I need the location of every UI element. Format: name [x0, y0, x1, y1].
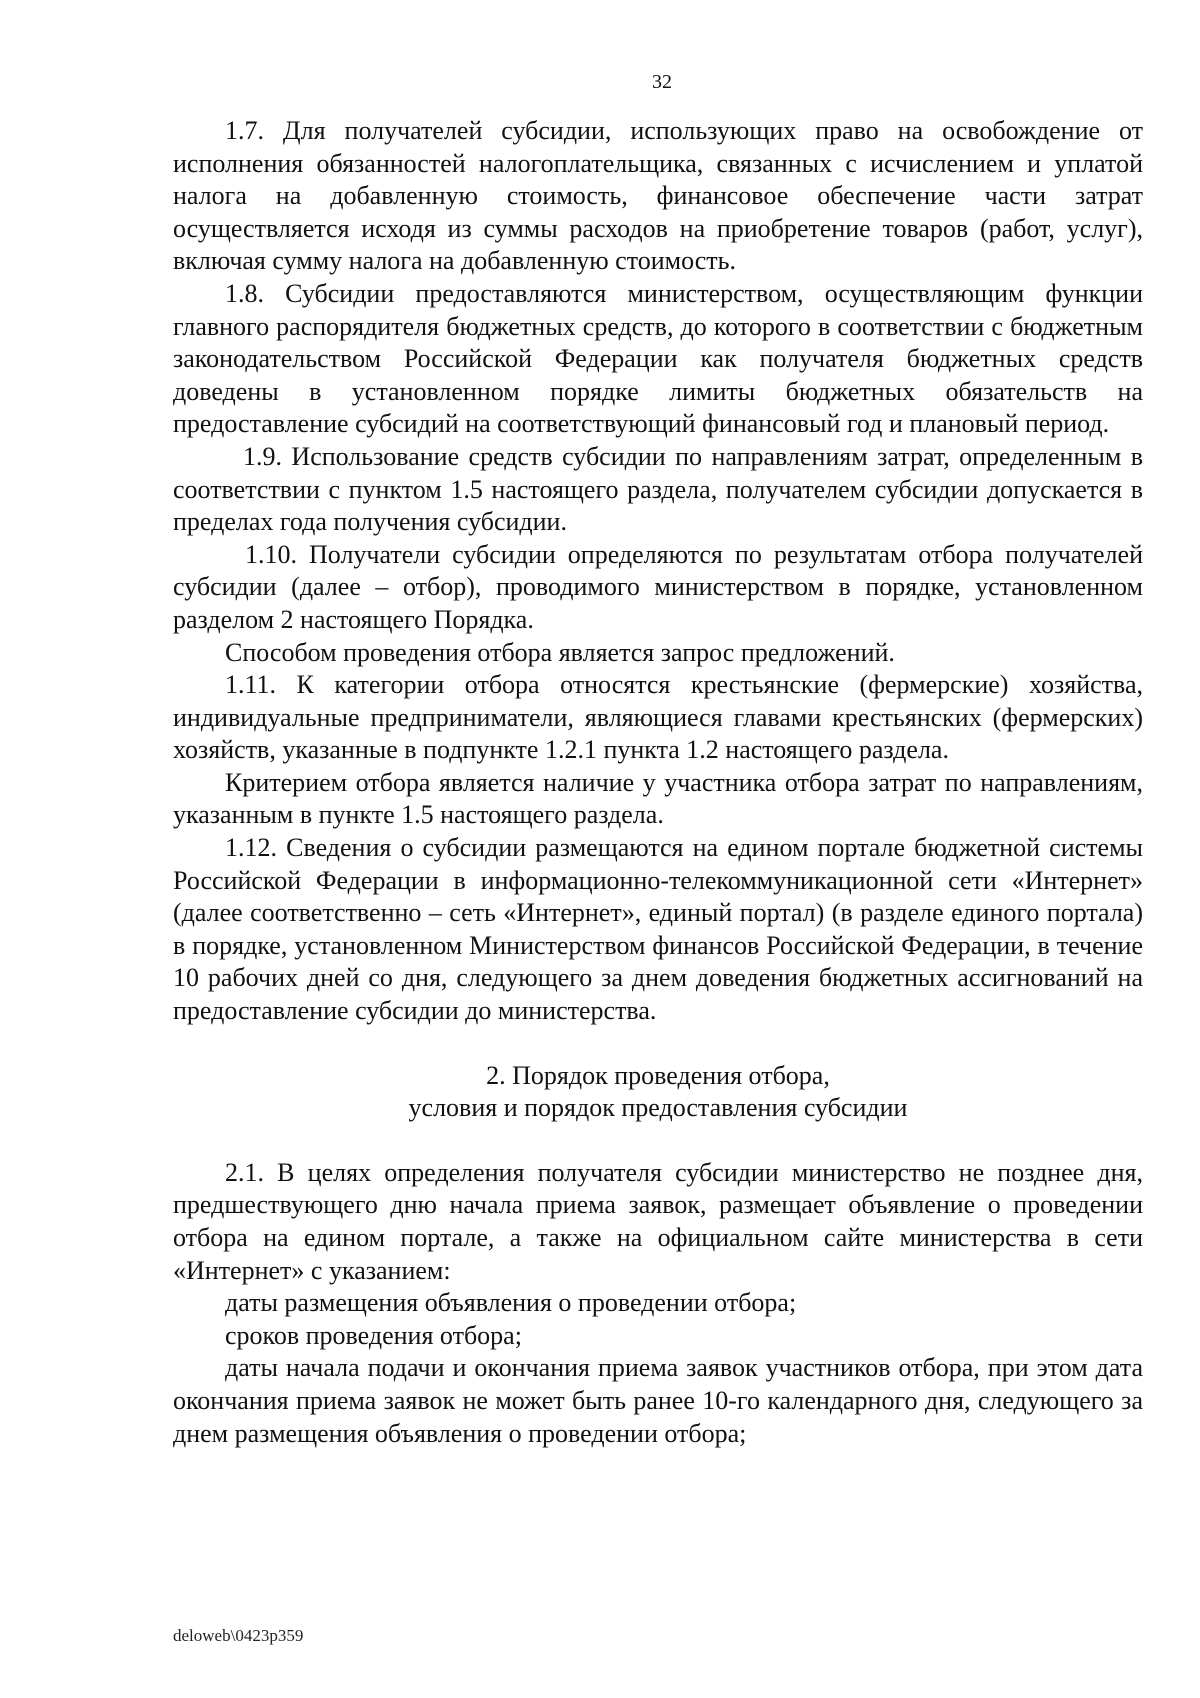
paragraph-1-10: 1.10. Получатели субсидии определяются по результатам отбора получателей субсидии (далее – отбор), проводимого министерством в порядке, установленном разделом 2 настоящего Порядка. [173, 539, 1143, 634]
document-body [173, 115, 1143, 1450]
paragraph-1-8: 1.8. Субсидии предоставляются министерством, осуществляющим функции главного распорядителя бюджетных средств, до которого в соответствии с бюджетным законодательством Российской Федерации как получателя бюджетных средств доведены в установленном порядке лимиты бюджетных обязательств на предоставление субсидий на соответствующий финансовый год и плановый период. [173, 278, 1143, 439]
paragraph-1-7: 1.7. Для получателей субсидии, использующих право на освобождение от исполнения обязанностей налогоплательщика, связанных с исчислением и уплатой налога на добавленную стоимость, финансовое обеспечение части затрат осуществляется исходя из суммы расходов на приобретение товаров (работ, услуг), включая сумму налога на добавленную стоимость. [173, 116, 1143, 276]
list-item-application-dates: даты начала подачи и окончания приема заявок участников отбора, при этом дата окончания приема заявок не может быть ранее 10-го календарного дня, следующего за днем размещения объявления о проведении отбора; [173, 1353, 1143, 1448]
list-item-selection-period: сроков проведения отбора; [225, 1320, 522, 1350]
paragraph-1-11: 1.11. К категории отбора относятся крестьянские (фермерские) хозяйства, индивидуальные предприниматели, являющиеся главами крестьянских (фермерских) хозяйств, указанные в подпункте 1.2.1 пункта 1.2 настоящего раздела. [173, 670, 1143, 765]
paragraph-1-9: 1.9. Использование средств субсидии по направлениям затрат, определенным в соответствии с пунктом 1.5 настоящего раздела, получателем субсидии допускается в пределах года получения субсидии. [173, 441, 1143, 537]
section-2-heading-line-1: 2. Порядок проведения отбора, [486, 1060, 830, 1090]
section-2-heading-line-2: условия и порядок предоставления субсидии [408, 1093, 908, 1123]
page-number: 32 [652, 71, 672, 93]
paragraph-selection-method: Способом проведения отбора является запрос предложений. [225, 637, 895, 667]
document-code-footer: deloweb\0423p359 [173, 1626, 304, 1645]
paragraph-selection-criterion: Критерием отбора является наличие у участника отбора затрат по направлениям, указанным в пункте 1.5 настоящего раздела. [173, 767, 1143, 830]
section-2-heading [173, 1060, 1143, 1125]
list-item-announcement-date: даты размещения объявления о проведении отбора; [225, 1288, 797, 1318]
paragraph-1-12: 1.12. Сведения о субсидии размещаются на едином портале бюджетной системы Российской Федерации в информационно-телекоммуникационной сети «Интернет» (далее соответственно – сеть «Интернет», единый портал) (в разделе единого портала) в порядке, установленном Министерством финансов Российской Федерации, в течение 10 рабочих дней со дня, следующего за днем доведения бюджетных ассигнований на предоставление субсидии до министерства. [173, 833, 1143, 1026]
paragraph-2-1: 2.1. В целях определения получателя субсидии министерство не позднее дня, предшествующего дню начала приема заявок, размещает объявление о проведении отбора на едином портале, а также на официальном сайте министерства в сети «Интернет» с указанием: [173, 1157, 1143, 1285]
